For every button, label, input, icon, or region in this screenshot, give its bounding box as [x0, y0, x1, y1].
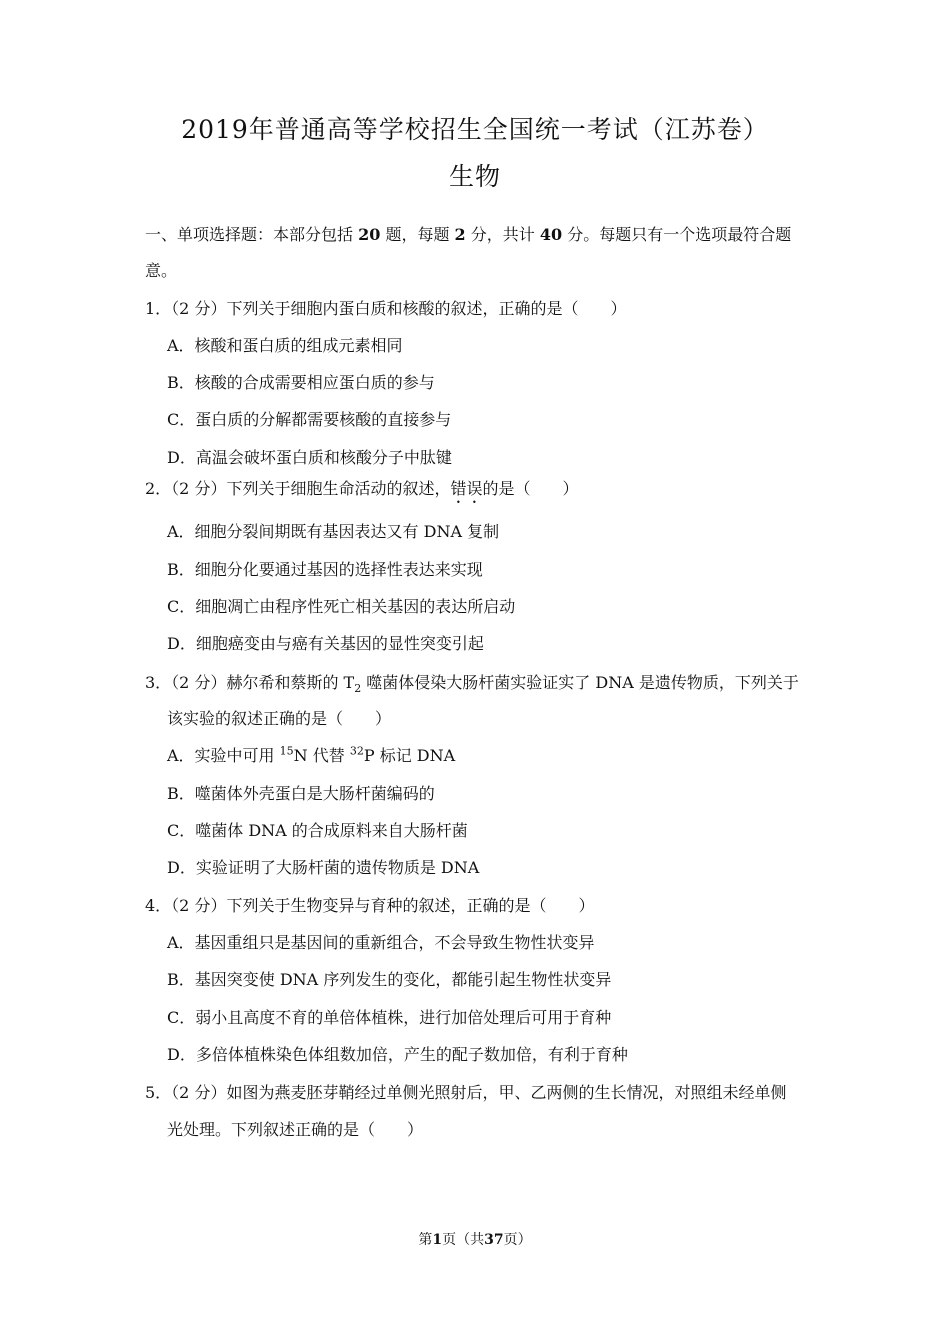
emphasis-word: 错误 — [450, 479, 483, 498]
question-4-option-b: B．基因突变使 DNA 序列发生的变化，都能引起生物性状变异 — [167, 970, 612, 989]
question-1-option-b: B．核酸的合成需要相应蛋白质的参与 — [167, 373, 435, 392]
question-3-option-c: C．噬菌体 DNA 的合成原料来自大肠杆菌 — [167, 821, 468, 840]
question-1-option-a: A．核酸和蛋白质的组成元素相同 — [167, 336, 403, 355]
question-3-stem-cont: 该实验的叙述正确的是（ ） — [167, 709, 392, 728]
section-intro: 一、单项选择题：本部分包括 20 题，每题 2 分，共计 40 分。每题只有一个选项最符合题 — [145, 225, 792, 244]
question-5-stem-cont: 光处理。下列叙述正确的是（ ） — [167, 1120, 424, 1139]
question-1-stem: 1．（2 分）下列关于细胞内蛋白质和核酸的叙述，正确的是（ ） — [145, 299, 627, 318]
question-1-option-d: D．高温会破坏蛋白质和核酸分子中肽键 — [167, 448, 452, 467]
question-3-option-d: D．实验证明了大肠杆菌的遗传物质是 DNA — [167, 858, 480, 877]
question-2-stem: 2．（2 分）下列关于细胞生命活动的叙述，错误的是（ ） — [145, 479, 579, 498]
question-3-option-a: A．实验中可用 $^{15}$N 代替 $^{32}$P 标记 DNA — [167, 744, 456, 765]
question-3-stem: 3．（2 分）赫尔希和蔡斯的 $T_2$ 噬菌体侵染大肠杆菌实验证实了 DNA 是遗传物质，下列关于 — [145, 673, 799, 696]
question-2-option-c: C．细胞凋亡由程序性死亡相关基因的表达所启动 — [167, 597, 516, 616]
question-3-option-b: B．噬菌体外壳蛋白是大肠杆菌编码的 — [167, 784, 435, 803]
subject-title: 生物 — [448, 162, 501, 191]
question-4-option-c: C．弱小且高度不育的单倍体植株，进行加倍处理后可用于育种 — [167, 1008, 612, 1027]
question-4-stem: 4．（2 分）下列关于生物变异与育种的叙述，正确的是（ ） — [145, 896, 595, 915]
question-5-stem: 5．（2 分）如图为燕麦胚芽鞘经过单侧光照射后，甲、乙两侧的生长情况，对照组未经单侧 — [145, 1083, 787, 1102]
section-intro-cont: 意。 — [145, 261, 178, 280]
question-2-option-a: A．细胞分裂间期既有基因表达又有 DNA 复制 — [167, 522, 500, 541]
page-footer: 第1页（共37页） — [418, 1232, 532, 1248]
question-1-option-c: C．蛋白质的分解都需要核酸的直接参与 — [167, 410, 452, 429]
question-4-option-a: A．基因重组只是基因间的重新组合，不会导致生物性状变异 — [167, 933, 595, 952]
question-2-option-b: B．细胞分化要通过基因的选择性表达来实现 — [167, 560, 483, 579]
question-4-option-d: D．多倍体植株染色体组数加倍，产生的配子数加倍，有利于育种 — [167, 1045, 628, 1064]
exam-title: 2019年普通高等学校招生全国统一考试（江苏卷） — [181, 115, 769, 144]
question-2-option-d: D．细胞癌变由与癌有关基因的显性突变引起 — [167, 634, 484, 653]
